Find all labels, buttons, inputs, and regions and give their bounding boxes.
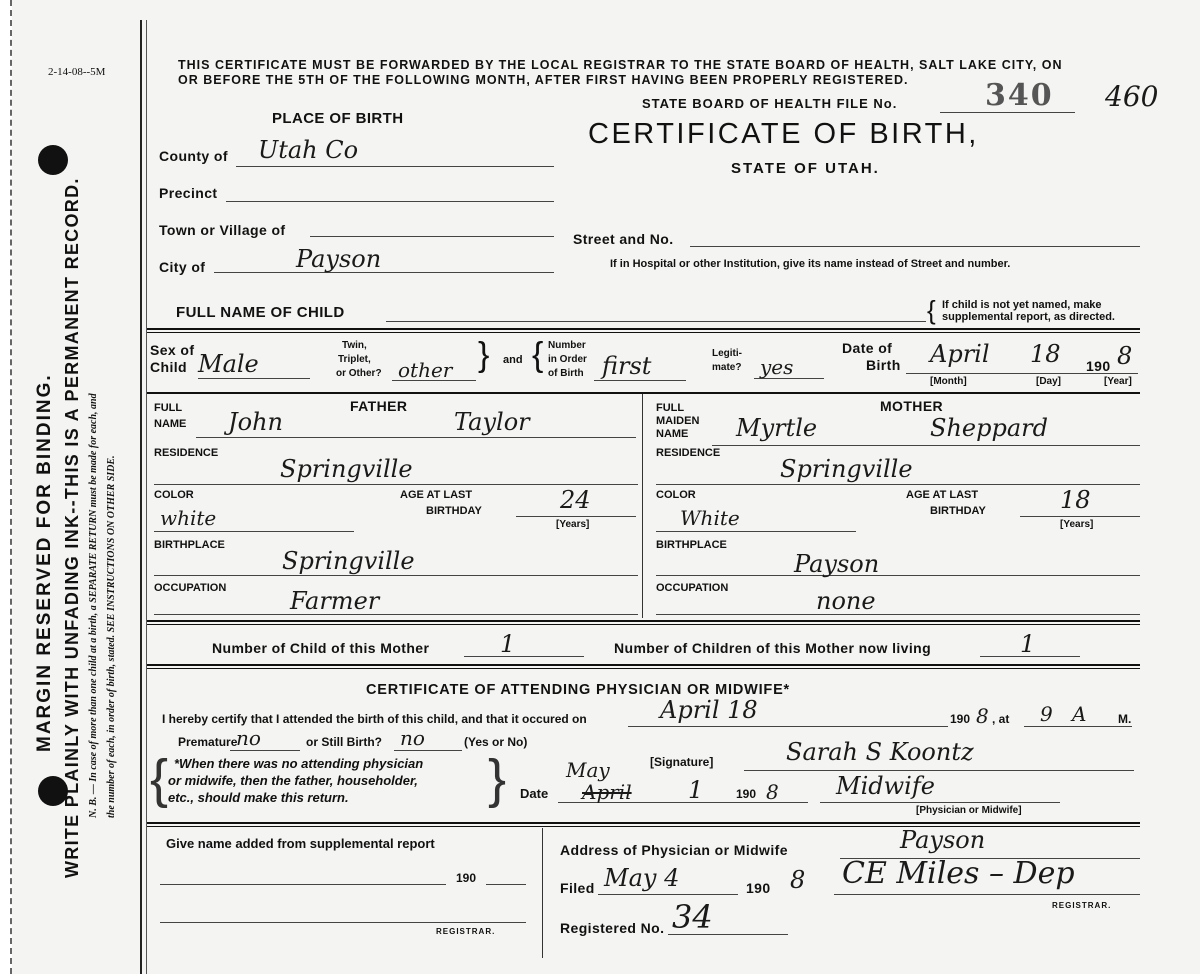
note-text-3: etc., should make this return. [168,790,349,805]
legit-value: yes [760,355,794,379]
father-color-label: COLOR [154,489,194,501]
torn-edge [0,0,12,974]
father-residence-label: RESIDENCE [154,447,219,459]
sex-line [198,378,310,379]
hospital-note: If in Hospital or other Institution, give its name instead of Street and number. [610,258,1011,270]
premature-value: no [236,726,261,750]
supplemental-registrar-label: REGISTRAR. [436,927,496,936]
mother-color-line [656,531,856,532]
legit-label-1: Legiti- [712,348,742,359]
rule-child [147,328,1140,330]
mother-full-label-3: NAME [656,428,689,440]
nb-instruction-1: N. B. — In case of more than one child at a birth, a SEPARATE RETURN must be made for each, and [88,393,99,818]
certify-at: , at [992,712,1010,726]
unnamed-note-2: supplemental report, as directed. [942,311,1115,323]
premature-line [230,750,300,751]
sex-value: Male [198,350,259,378]
order-label-1: Number [548,340,586,351]
and-label: and [503,354,523,366]
child-number-line [464,656,584,657]
twin-value: other [398,358,453,382]
stillbirth-value: no [400,726,425,750]
unnamed-brace: { [927,295,936,325]
precinct-line [226,201,554,202]
sex-label-2: Child [150,359,187,375]
month-label: [Month] [930,376,967,387]
stillbirth-label: or Still Birth? [306,735,382,749]
twin-label-1: Twin, [342,340,367,351]
mother-occupation-label: OCCUPATION [656,582,729,594]
filed-line [598,894,738,895]
role-label: [Physician or Midwife] [916,805,1022,816]
sign-month-struck: April [582,780,632,804]
filed-year-prefix: 190 [746,880,771,896]
rule-parents [147,392,1140,394]
precinct-label: Precinct [159,185,218,201]
rule-bottom [147,822,1140,824]
note-brace-left: { [150,749,169,809]
margin-line [140,20,142,974]
mother-residence-label: RESIDENCE [656,447,721,459]
certify-ampm: M. [1118,712,1132,726]
bottom-divider [542,828,543,958]
city-label: City of [159,259,206,275]
county-line [236,166,554,167]
certificate-title: CERTIFICATE OF BIRTH, [588,118,979,150]
supplemental-year-line [486,884,526,885]
father-birthplace-label: BIRTHPLACE [154,539,225,551]
certify-date: April 18 [660,696,758,724]
mother-age-label-2: BIRTHDAY [930,505,986,517]
order-label-2: in Order [548,354,587,365]
mother-color-label: COLOR [656,489,696,501]
note-brace-right: } [488,749,507,809]
mother-occupation: none [816,587,876,615]
rule-child-2 [147,332,1140,333]
father-last-name: Taylor [454,408,530,436]
mother-full-label-1: FULL [656,402,685,414]
father-color: white [160,506,217,530]
rule-counts-2 [147,624,1140,625]
mother-age: 18 [1060,486,1091,514]
sign-day: 1 [688,776,704,804]
parents-divider [642,394,643,618]
forwarding-notice-1: THIS CERTIFICATE MUST BE FORWARDED BY THE LOCAL REGISTRAR TO THE STATE BOARD OF HEALTH, SALT LAKE CITY, ON [178,58,1063,72]
father-color-line [154,531,354,532]
signature-line [744,770,1134,771]
father-occupation-line [154,614,638,615]
father-name-line [196,437,636,438]
city-line [214,272,554,273]
certify-hour: 9 [1040,702,1053,726]
mother-residence: Springville [780,455,913,483]
dob-month: April [930,340,990,368]
mother-birthplace-line [656,575,1140,576]
signature-label: [Signature] [650,755,714,769]
twin-brace: } [478,336,490,374]
stillbirth-line [394,750,462,751]
certify-year: 8 [976,704,989,728]
filed-value: May 4 [604,864,680,892]
registrar-label: REGISTRAR. [1052,901,1112,910]
street-line [690,246,1140,247]
father-years-label: [Years] [556,519,590,530]
sex-label-1: Sex of [150,342,195,358]
physician-heading: CERTIFICATE OF ATTENDING PHYSICIAN OR MIDWIFE* [366,682,790,698]
day-label: [Day] [1036,376,1062,387]
yes-no-label: (Yes or No) [464,735,528,749]
father-birthplace-line [154,575,638,576]
place-of-birth-heading: PLACE OF BIRTH [272,110,404,127]
mother-birthplace-label: BIRTHPLACE [656,539,727,551]
father-age: 24 [560,486,591,514]
twin-label-3: or Other? [336,368,382,379]
mother-last-name: Sheppard [930,414,1048,442]
registered-label: Registered No. [560,920,665,936]
rule-bottom-2 [147,826,1140,827]
dob-label-2: Birth [866,357,901,373]
father-occupation-label: OCCUPATION [154,582,227,594]
sign-month-handwritten: May [566,758,610,782]
dob-label-1: Date of [842,340,893,356]
registered-value: 34 [672,898,713,936]
county-label: County of [159,148,228,164]
permanent-record-text: WRITE PLAINLY WITH UNFADING INK--THIS IS A PERMANENT RECORD. [62,177,82,878]
child-number: 1 [500,630,516,658]
state-title: STATE OF UTAH. [731,160,880,177]
dob-year: 8 [1117,342,1133,370]
mother-age-line [1020,516,1140,517]
rule-physician [147,664,1140,666]
mother-full-label-2: MAIDEN [656,415,700,427]
father-first-name: John [228,408,283,436]
premature-label: Premature [178,735,238,749]
order-line [594,380,686,381]
form-code: 2-14-08--5M [48,66,106,78]
full-name-line [386,321,926,322]
certify-statement: I hereby certify that I attended the birth of this child, and that it occured on [162,712,587,726]
legit-label-2: mate? [712,362,742,373]
file-number: 340 [985,78,1054,113]
registrar-signature: CE Miles – Dep [842,856,1075,891]
twin-label-2: Triplet, [338,354,371,365]
sign-year-prefix: 190 [736,787,757,801]
rule-counts [147,620,1140,622]
certify-ampm-handwritten: A [1072,702,1087,726]
mother-years-label: [Years] [1060,519,1094,530]
year-label: [Year] [1104,376,1132,387]
certify-hour-line [1024,726,1132,727]
dob-year-prefix: 190 [1086,358,1111,374]
note-text-2: or midwife, then the father, householder, [168,773,418,788]
registrar-sig-line [834,894,1140,895]
supplemental-label: Give name added from supplemental report [166,836,435,851]
father-residence: Springville [280,455,413,483]
signature: Sarah S Koontz [786,738,974,766]
margin-line-inner [146,20,147,974]
address-label: Address of Physician or Midwife [560,842,788,858]
mother-first-name: Myrtle [736,414,818,442]
unnamed-note-1: If child is not yet named, make [942,299,1102,311]
file-number-extra: 460 [1105,80,1159,113]
living-number-label: Number of Children of this Mother now living [614,640,932,656]
mother-age-label-1: AGE AT LAST [906,489,979,501]
father-birthplace: Springville [282,547,415,575]
father-age-line [516,516,636,517]
certify-year-prefix: 190 [950,712,971,726]
address-value: Payson [900,826,986,854]
father-age-label-2: BIRTHDAY [426,505,482,517]
supplemental-registrar-line [160,922,526,923]
supplemental-year-prefix: 190 [456,871,477,885]
role-line [820,802,1060,803]
child-number-label: Number of Child of this Mother [212,640,430,656]
living-number: 1 [1020,630,1036,658]
file-number-label: STATE BOARD OF HEALTH FILE No. [642,96,898,111]
father-heading: FATHER [350,398,408,414]
mother-color: White [680,506,740,530]
father-full-label-1: FULL [154,402,183,414]
father-full-label-2: NAME [154,418,187,430]
father-residence-line [154,484,638,485]
street-label: Street and No. [573,231,674,247]
rule-physician-2 [147,668,1140,669]
mother-heading: MOTHER [880,398,944,414]
supplemental-name-line [160,884,446,885]
mother-occupation-line [656,614,1140,615]
order-label-3: of Birth [548,368,584,379]
father-occupation: Farmer [290,587,380,615]
mother-residence-line [656,484,1140,485]
filed-label: Filed [560,880,595,896]
city-value: Payson [296,245,382,273]
mother-name-line [712,445,1140,446]
nb-instruction-2: the number of each, in order of birth, stated. SEE INSTRUCTIONS ON OTHER SIDE. [106,455,117,818]
forwarding-notice-2: OR BEFORE THE 5TH OF THE FOLLOWING MONTH, AFTER FIRST HAVING BEEN PROPERLY REGISTERED. [178,73,909,87]
county-value: Utah Co [258,136,359,164]
order-value: first [602,352,652,380]
town-label: Town or Village of [159,222,286,238]
sign-date-label: Date [520,786,549,801]
margin-reserved-text: MARGIN RESERVED FOR BINDING. [34,373,55,752]
order-brace: { [532,336,544,374]
dob-day: 18 [1030,340,1061,368]
sign-year: 8 [766,780,779,804]
certify-date-line [628,726,948,727]
father-age-label-1: AGE AT LAST [400,489,473,501]
note-text-1: *When there was no attending physician [174,756,424,771]
town-line [310,236,554,237]
mother-birthplace: Payson [794,550,880,578]
full-name-label: FULL NAME OF CHILD [176,304,345,321]
binding-hole-top [38,145,68,175]
role-value: Midwife [836,772,935,800]
filed-year: 8 [790,866,806,894]
